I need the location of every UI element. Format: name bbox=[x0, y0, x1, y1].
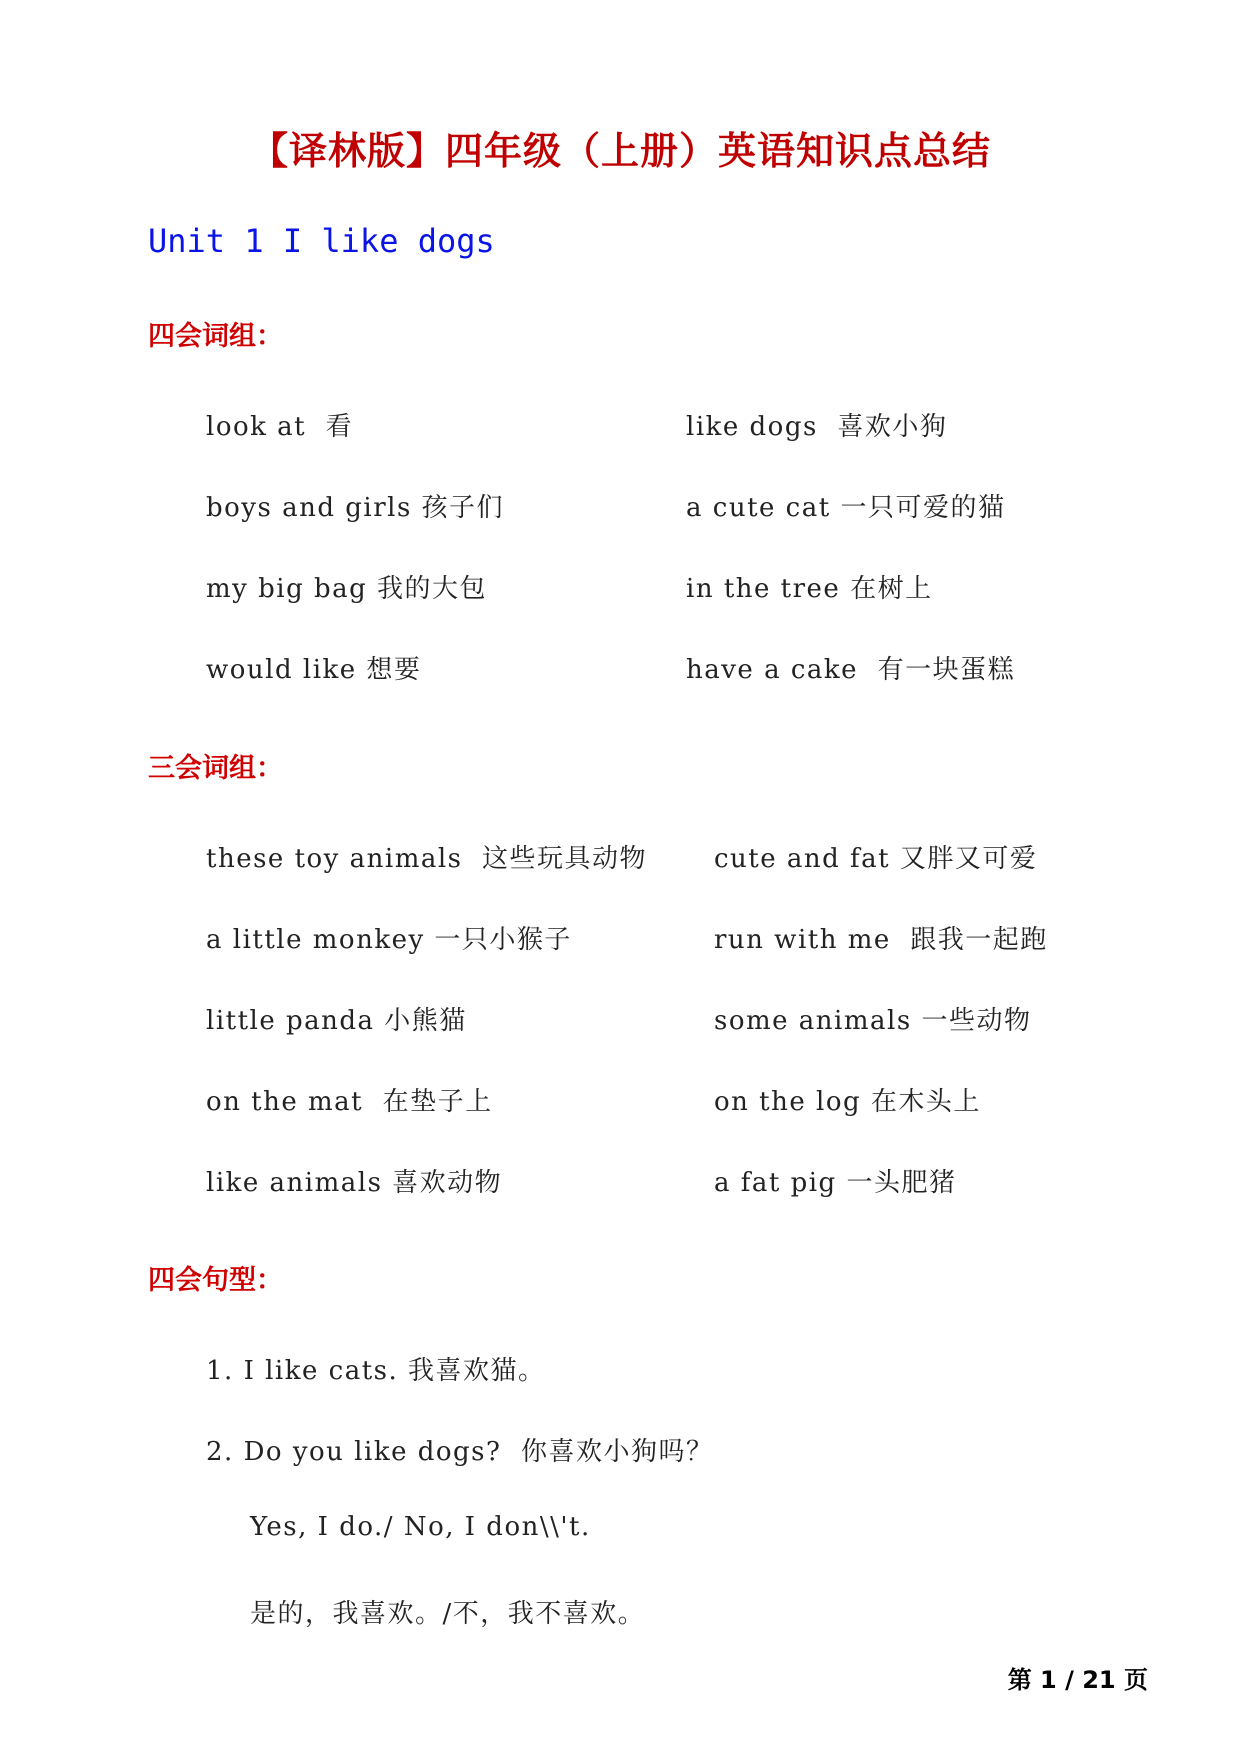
phrase-item: a cute cat 一只可爱的猫 bbox=[686, 493, 1006, 523]
phrase-item: boys and girls 孩子们 bbox=[206, 493, 505, 523]
sentence-line: 1. I like cats. 我喜欢猫。 bbox=[206, 1356, 546, 1386]
section-heading-three-skill-phrases: 三会词组： bbox=[148, 753, 283, 784]
phrase-item: look at 看 bbox=[206, 412, 354, 442]
phrase-item: a fat pig 一头肥猪 bbox=[714, 1168, 957, 1198]
phrase-item: on the log 在木头上 bbox=[714, 1087, 981, 1117]
phrase-item: run with me 跟我一起跑 bbox=[714, 925, 1048, 955]
unit-title: Unit 1 I like dogs bbox=[148, 222, 495, 260]
phrase-item: some animals 一些动物 bbox=[714, 1006, 1032, 1036]
phrase-item: would like 想要 bbox=[206, 655, 422, 685]
phrase-item: like animals 喜欢动物 bbox=[206, 1168, 503, 1198]
phrase-item: on the mat 在垫子上 bbox=[206, 1087, 493, 1117]
phrase-item: in the tree 在树上 bbox=[686, 574, 933, 604]
phrase-item: have a cake 有一块蛋糕 bbox=[686, 655, 1016, 685]
sentence-translation: 是的，我喜欢。/不，我不喜欢。 bbox=[250, 1599, 646, 1629]
section-heading-four-skill-sentences: 四会句型： bbox=[148, 1265, 283, 1296]
sentence-line: 2. Do you like dogs? 你喜欢小狗吗？ bbox=[206, 1437, 714, 1467]
phrase-item: a little monkey 一只小猴子 bbox=[206, 925, 572, 955]
sentence-answer: Yes, I do./ No, I don\\'t. bbox=[250, 1512, 591, 1542]
section-heading-four-skill-phrases: 四会词组： bbox=[148, 321, 283, 352]
phrase-item: cute and fat 又胖又可爱 bbox=[714, 844, 1038, 874]
phrase-item: these toy animals 这些玩具动物 bbox=[206, 844, 648, 874]
phrase-item: like dogs 喜欢小狗 bbox=[686, 412, 948, 442]
page-title: 【译林版】四年级（上册）英语知识点总结 bbox=[249, 129, 991, 173]
phrase-item: little panda 小熊猫 bbox=[206, 1006, 467, 1036]
phrase-item: my big bag 我的大包 bbox=[206, 574, 488, 604]
page-number: 第 1 / 21 页 bbox=[1007, 1666, 1148, 1694]
